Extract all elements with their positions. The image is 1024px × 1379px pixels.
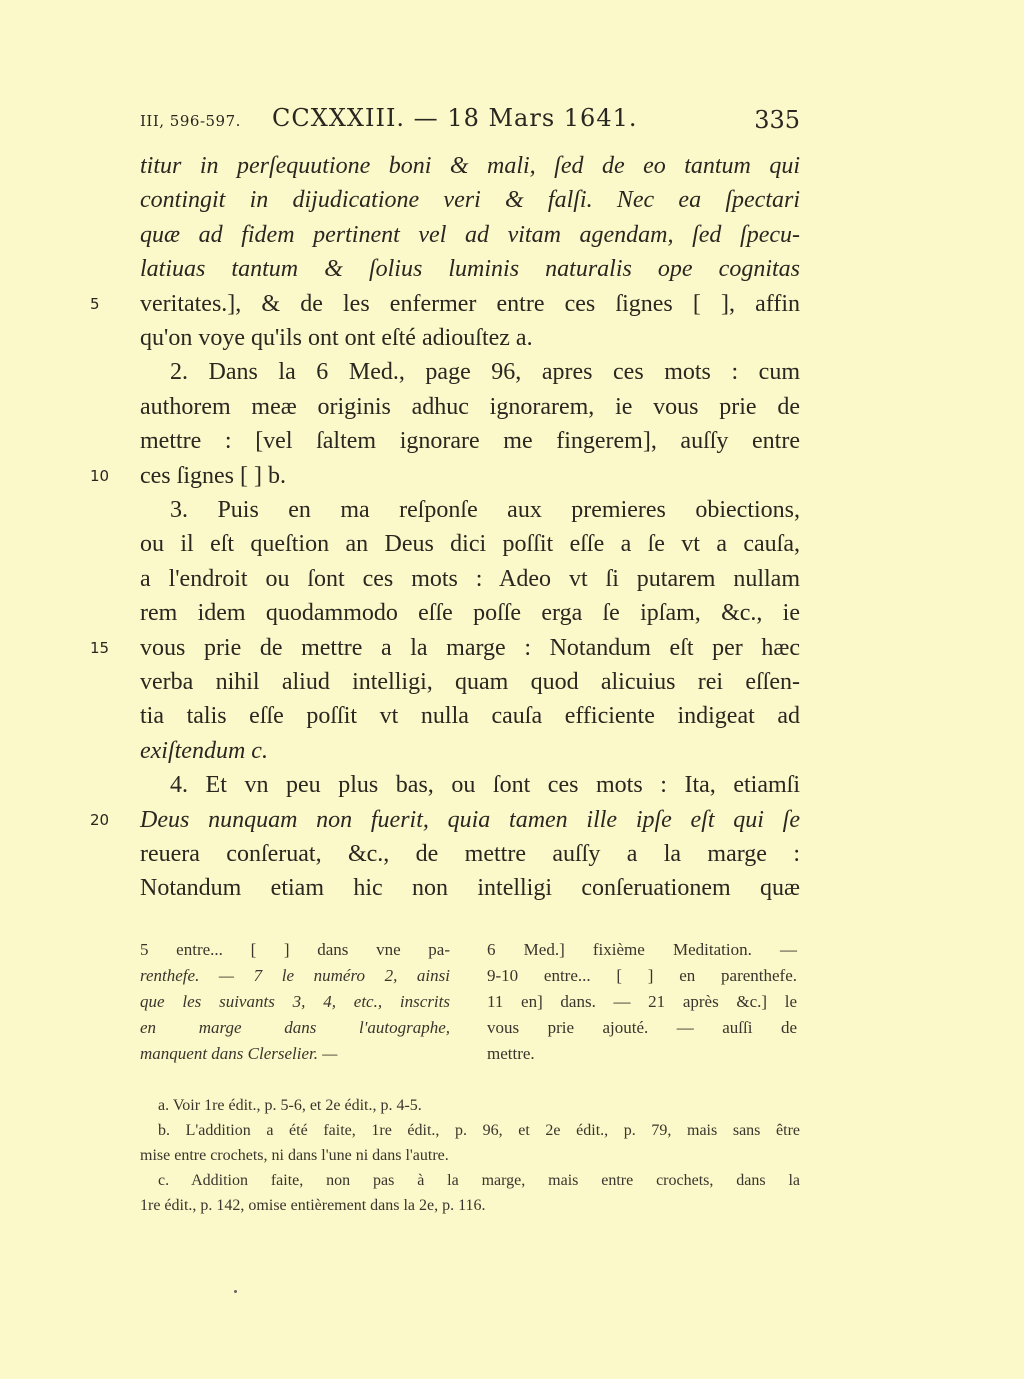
line-number: 10 xyxy=(90,467,110,485)
text-line: titur in perſequutione boni & mali, ſed de eo tantum qui xyxy=(140,153,800,179)
text-line: 4. Et vn peu plus bas, ou ſont ces mots : Ita, etiamſi xyxy=(170,772,800,798)
text-line: authorem meæ originis adhuc ignorarem, ie vous prie de xyxy=(140,394,800,420)
text-line: contingit in dijudicatione veri & falſi. Nec ea ſpectari xyxy=(140,187,800,213)
footnotes xyxy=(140,1093,800,1218)
text-line: 2. Dans la 6 Med., page 96, apres ces mots : cum xyxy=(170,359,800,385)
variant-line: 9-10 entre... [ ] en parenthefe. xyxy=(487,966,797,985)
text-line: reuera conſeruat, &c., de mettre auſſy a la marge : xyxy=(140,841,800,867)
footnote-b-cont: mise entre crochets, ni dans l'une ni dans l'autre. xyxy=(140,1147,449,1164)
text-line: latiuas tantum & ſolius luminis naturalis ope cognitas xyxy=(140,256,800,282)
footnote-b: b. L'addition a été faite, 1re édit., p. 96, et 2e édit., p. 79, mais sans être xyxy=(158,1122,800,1139)
variant-line: 5 entre... [ ] dans vne pa- xyxy=(140,940,450,959)
variant-line: que les suivants 3, 4, etc., inscrits xyxy=(140,992,450,1011)
text-line: Notandum etiam hic non intelligi conſeruationem quæ xyxy=(140,875,800,901)
page-number: 335 xyxy=(754,106,800,134)
text-line: quæ ad fidem pertinent vel ad vitam agendam, ſed ſpecu- xyxy=(140,222,800,248)
text-line: tia talis eſſe poſſit vt nulla cauſa efficiente indigeat ad xyxy=(140,703,800,729)
variant-line: vous prie ajouté. — auſſi de xyxy=(487,1018,797,1037)
text-line: ces ſignes [ ] b. xyxy=(140,463,286,489)
header-letter-title: CCXXXIII. — 18 Mars 1641. xyxy=(272,104,638,132)
text-line: vous prie de mettre a la marge : Notandum eſt per hæc xyxy=(140,635,800,661)
paper-speck xyxy=(234,1290,237,1293)
text-line: ou il eſt queſtion an Deus dici poſſit eſſe a ſe vt a cauſa, xyxy=(140,531,800,557)
line-number: 15 xyxy=(90,639,110,657)
text-line: rem idem quodammodo eſſe poſſe erga ſe ipſam, &c., ie xyxy=(140,600,800,626)
running-header xyxy=(140,104,800,138)
text-line: qu'on voye qu'ils ont ont eſté adiouſtez a. xyxy=(140,325,533,351)
footnote-c: c. Addition faite, non pas à la marge, mais entre crochets, dans la xyxy=(158,1172,800,1189)
header-volume-reference: III, 596-597. xyxy=(140,112,241,130)
variants-right-column xyxy=(487,937,797,1067)
text-line: veritates.], & de les enfermer entre ces ſignes [ ], affin xyxy=(140,291,800,317)
text-line: exiſtendum c. xyxy=(140,738,268,764)
text-line: verba nihil aliud intelligi, quam quod alicuius rei eſſen- xyxy=(140,669,800,695)
footnote-c-cont: 1re édit., p. 142, omise entièrement dans la 2e, p. 116. xyxy=(140,1197,486,1214)
variant-line: mettre. xyxy=(487,1044,535,1063)
text-line: mettre : [vel ſaltem ignorare me fingerem], auſſy entre xyxy=(140,428,800,454)
line-number: 20 xyxy=(90,811,110,829)
line-number: 5 xyxy=(90,295,100,313)
text-line: a l'endroit ou ſont ces mots : Adeo vt ſi putarem nullam xyxy=(140,566,800,592)
text-line: 3. Puis en ma reſponſe aux premieres obiections, xyxy=(170,497,800,523)
variant-line: en marge dans l'autographe, xyxy=(140,1018,450,1037)
variant-line: 11 en] dans. — 21 après &c.] le xyxy=(487,992,797,1011)
footnote-a: a. Voir 1re édit., p. 5-6, et 2e édit., p. 4-5. xyxy=(158,1097,422,1114)
variant-line: manquent dans Clerselier. — xyxy=(140,1044,338,1063)
text-line: Deus nunquam non fuerit, quia tamen ille ipſe eſt qui ſe xyxy=(140,807,800,833)
variant-line: renthefe. — 7 le numéro 2, ainsi xyxy=(140,966,450,985)
variant-line: 6 Med.] fixième Meditation. — xyxy=(487,940,797,959)
variants-left-column xyxy=(140,937,450,1067)
